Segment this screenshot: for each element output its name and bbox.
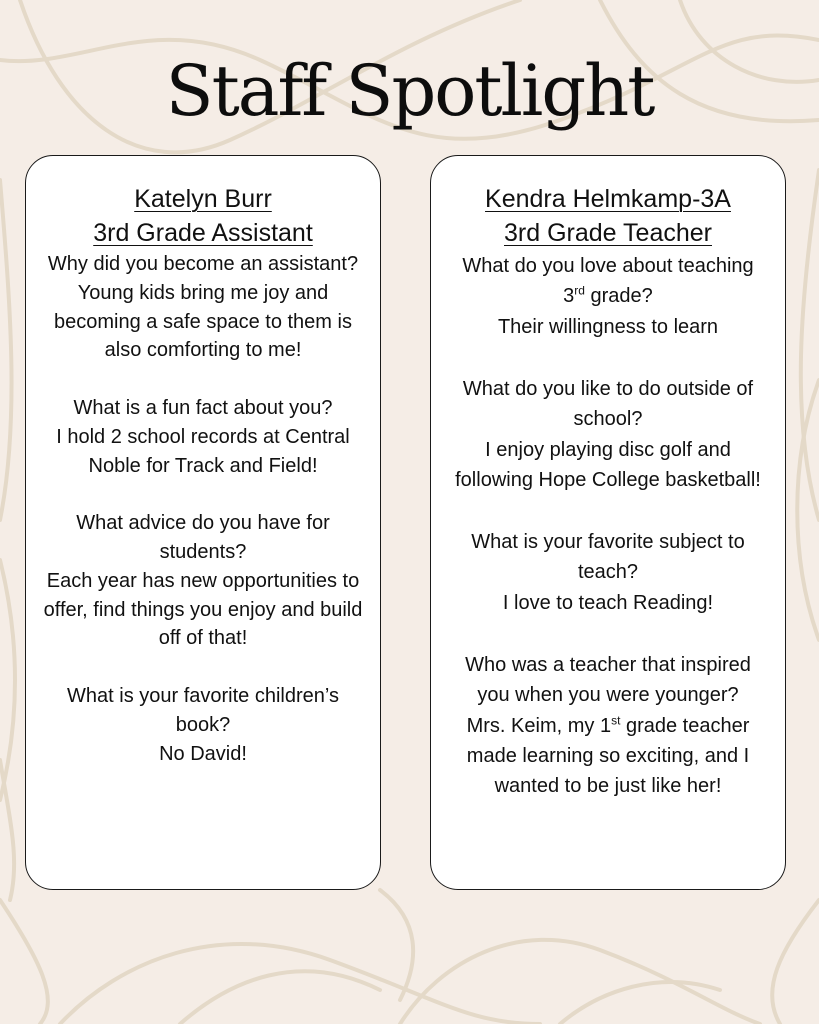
staff-name: Katelyn Burr (134, 185, 272, 213)
answer-text: Mrs. Keim, my 1 (466, 715, 612, 737)
question (453, 251, 763, 311)
answer: I love to teach Reading! (502, 592, 714, 615)
question-text: grade? (584, 285, 653, 308)
answer: Young kids bring me joy and becoming a safe space to them is also comforting to me! (54, 281, 352, 362)
spacer (26, 653, 380, 682)
staff-role: 3rd Grade Teacher (504, 219, 712, 247)
ordinal-suffix: rd (574, 283, 585, 298)
staff-card-katelyn (25, 155, 381, 890)
question: Why did you become an assistant? (47, 253, 359, 275)
staff-role: 3rd Grade Assistant (93, 219, 313, 247)
question: What is your favorite subject to teach? (471, 530, 745, 583)
question: Who was a teacher that inspired you when you were younger? (465, 653, 751, 706)
question: What do you like to do outside of school? (462, 377, 754, 430)
answer-text: grade teacher made learning so exciting, and I wanted to be just like her! (466, 715, 750, 798)
answer: I hold 2 school records at Central Noble for Track and Field! (56, 425, 350, 477)
staff-card-kendra (430, 155, 786, 890)
answer: No David! (159, 742, 247, 765)
spacer (26, 480, 380, 509)
answer: I enjoy playing disc golf and following Hope College basketball! (455, 439, 761, 492)
question-text: What do you love about teaching 3 (462, 255, 754, 308)
question: What advice do you have for students? (76, 512, 330, 563)
staff-name: Kendra Helmkamp-3A (485, 185, 731, 213)
spacer (431, 496, 785, 526)
question: What is a fun fact about you? (73, 396, 333, 419)
answer (453, 711, 763, 802)
spacer (26, 365, 380, 394)
spacer (431, 343, 785, 373)
question: What is your favorite children’s book? (67, 684, 339, 736)
answer: Each year has new opportunities to offer, find things you enjoy and build off of that! (43, 569, 363, 650)
page-title: Staff Spotlight (165, 50, 654, 132)
ordinal-suffix: st (611, 713, 621, 728)
answer: Their willingness to learn (497, 316, 719, 339)
spacer (431, 618, 785, 648)
